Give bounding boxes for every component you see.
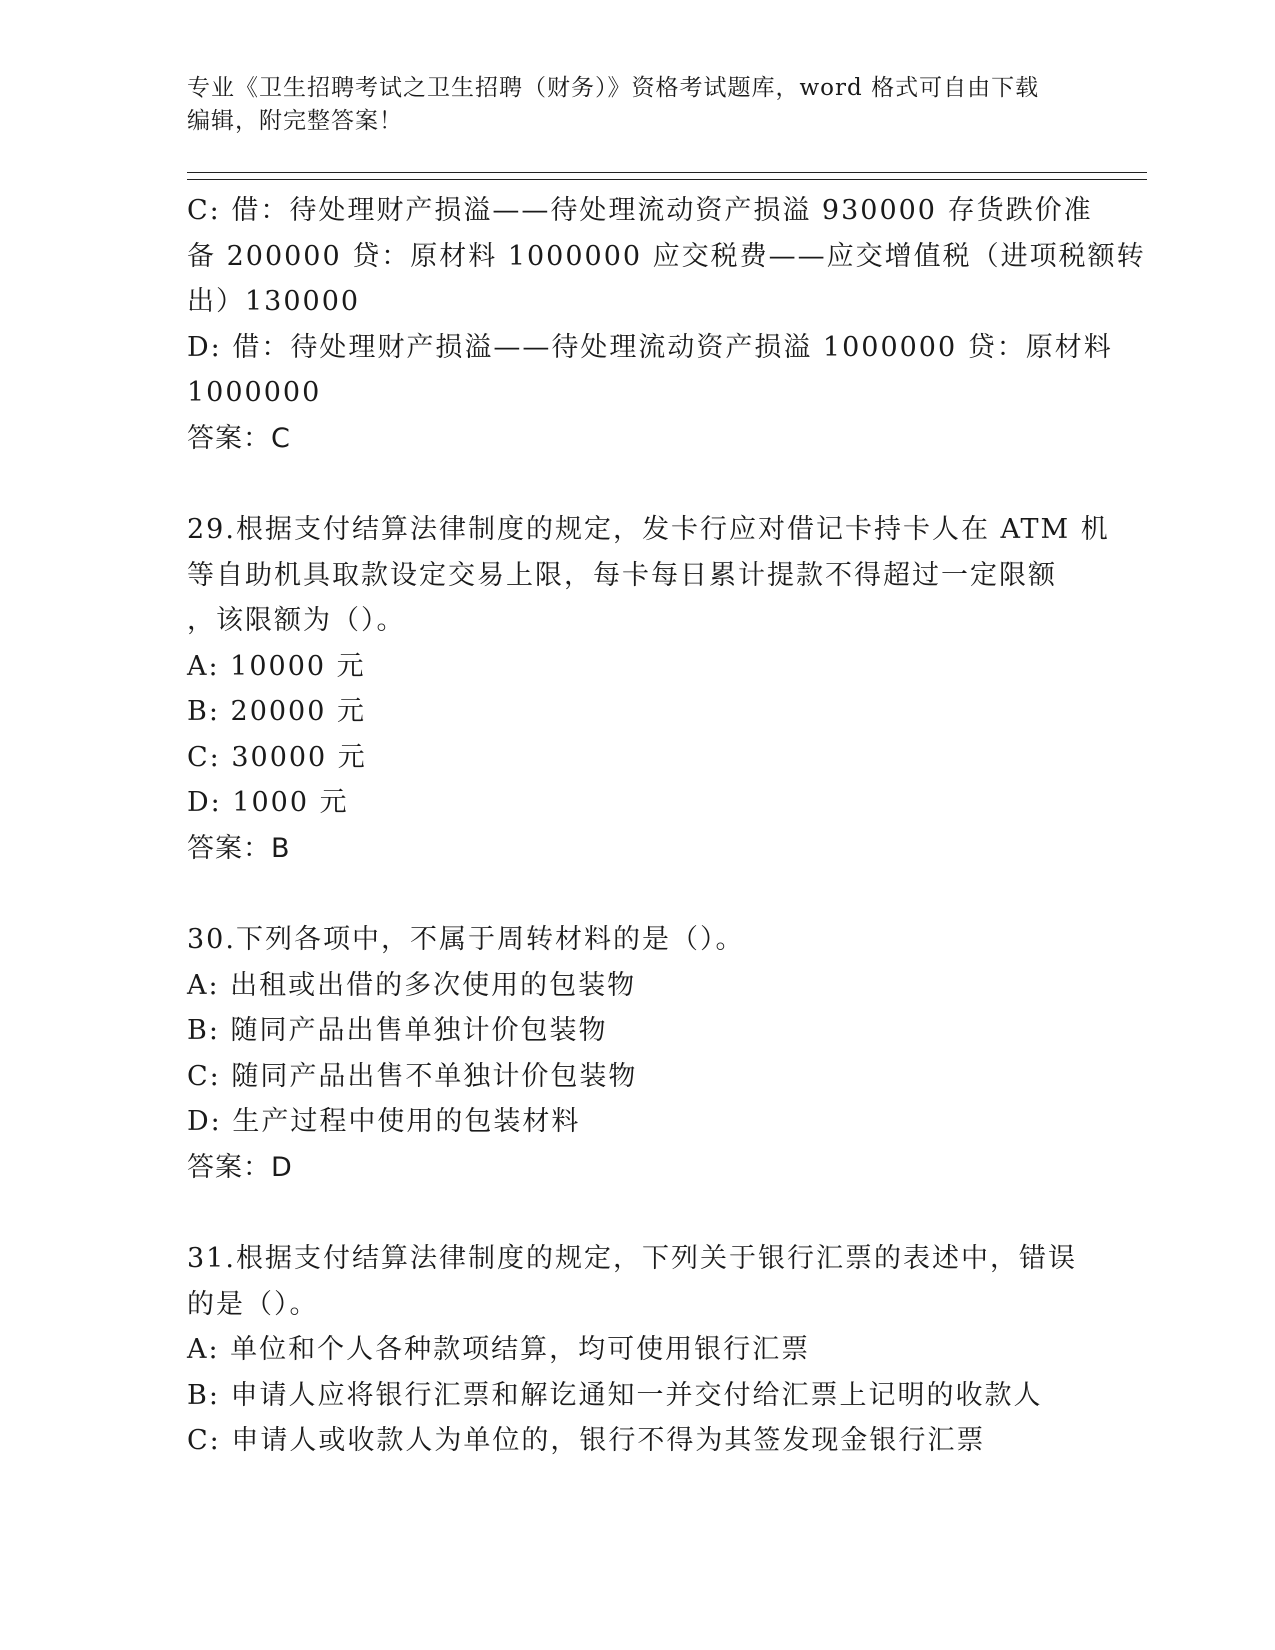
q29-option-c: C: 30000 元 <box>187 741 367 773</box>
header-rule-top <box>187 172 1147 173</box>
q29-answer: 答案：B <box>187 832 291 864</box>
q28-option-d-line-2: 1000000 <box>187 377 322 408</box>
q30-option-c: C: 随同产品出售不单独计价包装物 <box>187 1060 638 1092</box>
q30-option-d: D: 生产过程中使用的包装材料 <box>187 1106 581 1137</box>
q28-option-c-line-2: 备 200000 贷：原材料 1000000 应交税费——应交增值税（进项税额转 <box>187 240 1146 272</box>
q30-answer: 答案：D <box>187 1151 293 1183</box>
spacer <box>187 1190 1087 1236</box>
q28-answer: 答案：C <box>187 422 291 454</box>
q30-option-b: B: 随同产品出售单独计价包装物 <box>187 1015 608 1046</box>
header-rule-bottom <box>187 179 1147 180</box>
header-line-2: 编辑，附完整答案！ <box>187 108 403 134</box>
document-header <box>187 72 1067 138</box>
spacer <box>187 461 1087 507</box>
q29-stem-line-3: ，该限额为（）。 <box>187 605 406 636</box>
question-30 <box>187 917 1087 1190</box>
q28-option-c-line-1: C: 借：待处理财产损溢——待处理流动资产损溢 930000 存货跌价准 <box>187 195 1093 226</box>
q28-option-d-line-1: D: 借：待处理财产损溢——待处理流动资产损溢 1000000 贷：原材料 <box>187 331 1113 363</box>
question-28-tail <box>187 188 1146 461</box>
q31-option-b: B: 申请人应将银行汇票和解讫通知一并交付给汇票上记明的收款人 <box>187 1379 1043 1411</box>
question-31 <box>187 1236 1087 1464</box>
question-29 <box>187 507 1110 871</box>
q29-option-d: D: 1000 元 <box>187 787 349 818</box>
q29-option-a: A: 10000 元 <box>187 650 366 682</box>
header-line-1: 专业《卫生招聘考试之卫生招聘（财务）》资格考试题库，word 格式可自由下载 <box>187 75 1040 101</box>
q30-stem-line-1: 30.下列各项中，不属于周转材料的是（）。 <box>187 924 745 955</box>
q30-option-a: A: 出租或出借的多次使用的包装物 <box>187 969 637 1001</box>
q28-option-c-line-3: 出）130000 <box>187 286 361 317</box>
q29-stem-line-1: 29.根据支付结算法律制度的规定，发卡行应对借记卡持卡人在 ATM 机 <box>187 514 1110 545</box>
q29-option-b: B: 20000 元 <box>187 696 366 727</box>
q29-stem-line-2: 等自助机具取款设定交易上限，每卡每日累计提款不得超过一定限额 <box>187 559 1057 591</box>
q31-stem-line-2: 的是（）。 <box>187 1288 319 1320</box>
q31-stem-line-1: 31.根据支付结算法律制度的规定，下列关于银行汇票的表述中，错误 <box>187 1243 1077 1274</box>
document-body <box>187 188 1146 1464</box>
q31-option-c: C: 申请人或收款人为单位的，银行不得为其签发现金银行汇票 <box>187 1425 986 1456</box>
spacer <box>187 871 1087 917</box>
q31-option-a: A: 单位和个人各种款项结算，均可使用银行汇票 <box>187 1334 811 1365</box>
